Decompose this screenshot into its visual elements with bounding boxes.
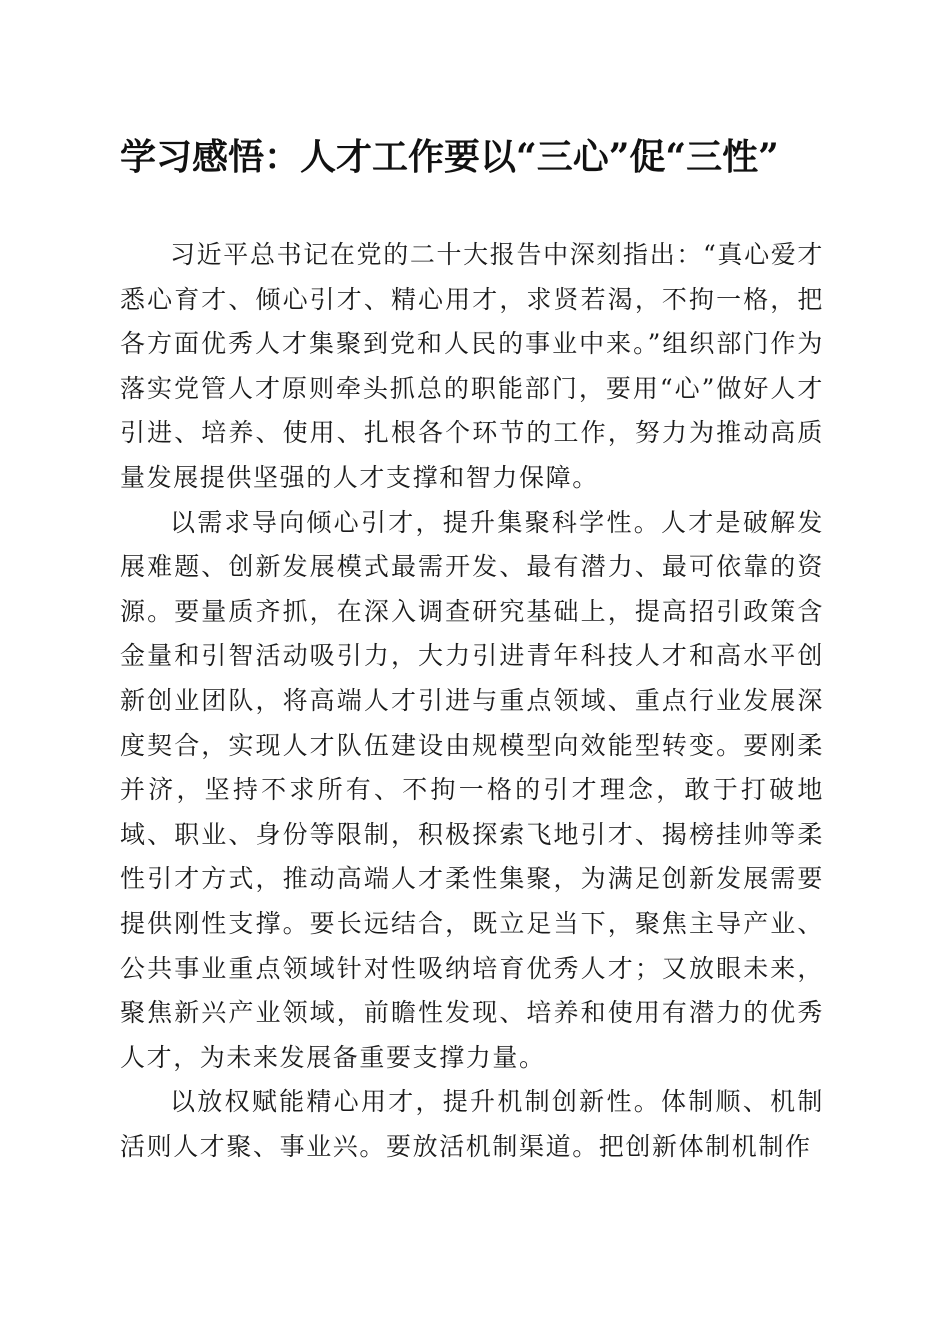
document-title: 学习感悟：人才工作要以“三心”促“三性” — [120, 136, 779, 178]
paragraph-intro: 习近平总书记在党的二十大报告中深刻指出：“真心爱才悉心育才、倾心引才、精心用才，求贤若渴，不拘一格，把各方面优秀人才集聚到党和人民的事业中来。”组织部门作为落实党管人才原则牵头抓总的职能部门，要用“心”做好人才引进、培养、使用、扎根各个环节的工作，努力为推动高质量发展提供坚强的人才支撑和智力保障。 — [120, 240, 824, 492]
paragraph-talent-use: 以放权赋能精心用才，提升机制创新性。体制顺、机制活则人才聚、事业兴。要放活机制渠道。把创新体制机制作 — [120, 1087, 824, 1161]
paragraph-talent-attraction: 以需求导向倾心引才，提升集聚科学性。人才是破解发展难题、创新发展模式最需开发、最有潜力、最可依靠的资源。要量质齐抓，在深入调查研究基础上，提高招引政策含金量和引智活动吸引力，大力引进青年科技人才和高水平创新创业团队，将高端人才引进与重点领域、重点行业发展深度契合，实现人才队伍建设由规模型向效能型转变。要刚柔并济，坚持不求所有、不拘一格的引才理念，敢于打破地域、职业、身份等限制，积极探索飞地引才、揭榜挂帅等柔性引才方式，推动高端人才柔性集聚，为满足创新发展需要提供刚性支撑。要长远结合，既立足当下，聚焦主导产业、公共事业重点领域针对性吸纳培育优秀人才；又放眼未来，聚焦新兴产业领域，前瞻性发现、培养和使用有潜力的优秀人才，为未来发展备重要支撑力量。 — [120, 507, 824, 1072]
document-body — [120, 233, 824, 1169]
